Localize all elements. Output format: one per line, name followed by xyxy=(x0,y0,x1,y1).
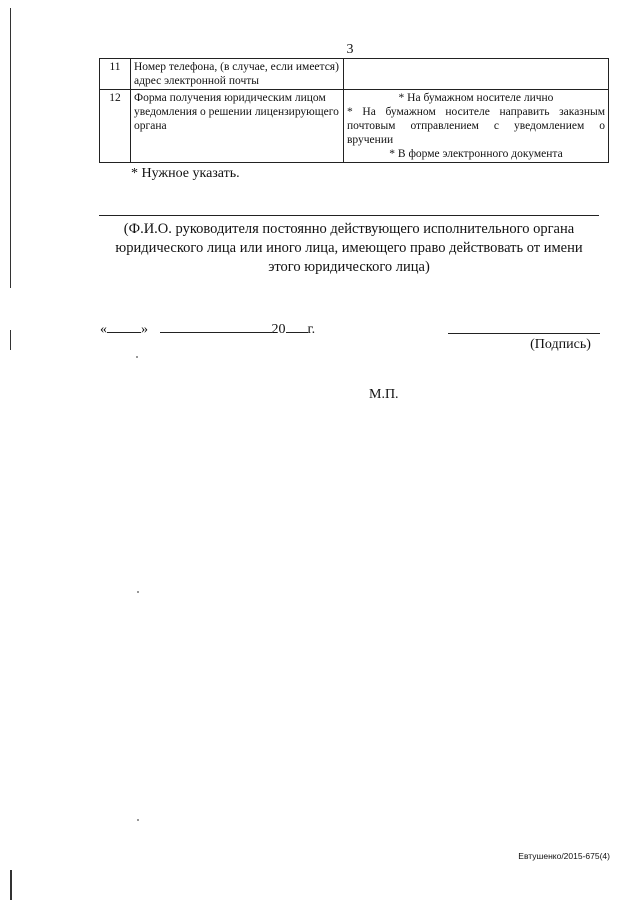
footnote: * Нужное указать. xyxy=(131,166,240,181)
scan-edge-mark xyxy=(10,330,11,350)
table-row xyxy=(100,59,609,90)
stamp-label: М.П. xyxy=(369,387,399,402)
option-paper-mail: * На бумажном носителе направить заказным почтовым отправлением с уведомлением о вручении xyxy=(347,106,605,146)
day-blank xyxy=(107,318,141,333)
scan-speck xyxy=(137,591,139,593)
scan-speck xyxy=(137,819,139,821)
month-blank xyxy=(160,318,272,333)
signature-line xyxy=(448,333,600,334)
year-blank xyxy=(286,318,308,333)
date-field xyxy=(100,318,315,338)
name-line xyxy=(99,215,599,216)
option-electronic: * В форме электронного документа xyxy=(389,148,563,160)
year-suffix: г. xyxy=(307,322,316,337)
row-value-empty xyxy=(344,59,609,90)
table-row xyxy=(100,90,609,163)
row-number: 11 xyxy=(100,59,131,90)
date-open-quote: « xyxy=(100,322,107,337)
delivery-options xyxy=(344,90,609,163)
date-close-quote: » xyxy=(141,322,148,337)
page-number: 3 xyxy=(346,42,354,57)
registry-code: Евтушенко/2015-675(4) xyxy=(518,851,610,861)
year-prefix: 20 xyxy=(271,322,286,337)
signature-label: (Подпись) xyxy=(530,337,591,352)
row-number: 12 xyxy=(100,90,131,163)
name-caption: (Ф.И.О. руководителя постоянно действующего исполнительного органа юридического лица или иного лица, имеющего право действовать от имени этого юридического лица) xyxy=(115,221,583,275)
row-label: Номер телефона, (в случае, если имеется) адрес электронной почты xyxy=(131,59,344,90)
scan-edge-mark xyxy=(10,870,12,900)
scan-speck xyxy=(136,356,138,358)
application-table xyxy=(99,58,609,163)
option-paper-personal: * На бумажном носителе лично xyxy=(398,92,554,104)
row-label: Форма получения юридическим лицом уведомления о решении лицензирующего органа xyxy=(131,90,344,163)
